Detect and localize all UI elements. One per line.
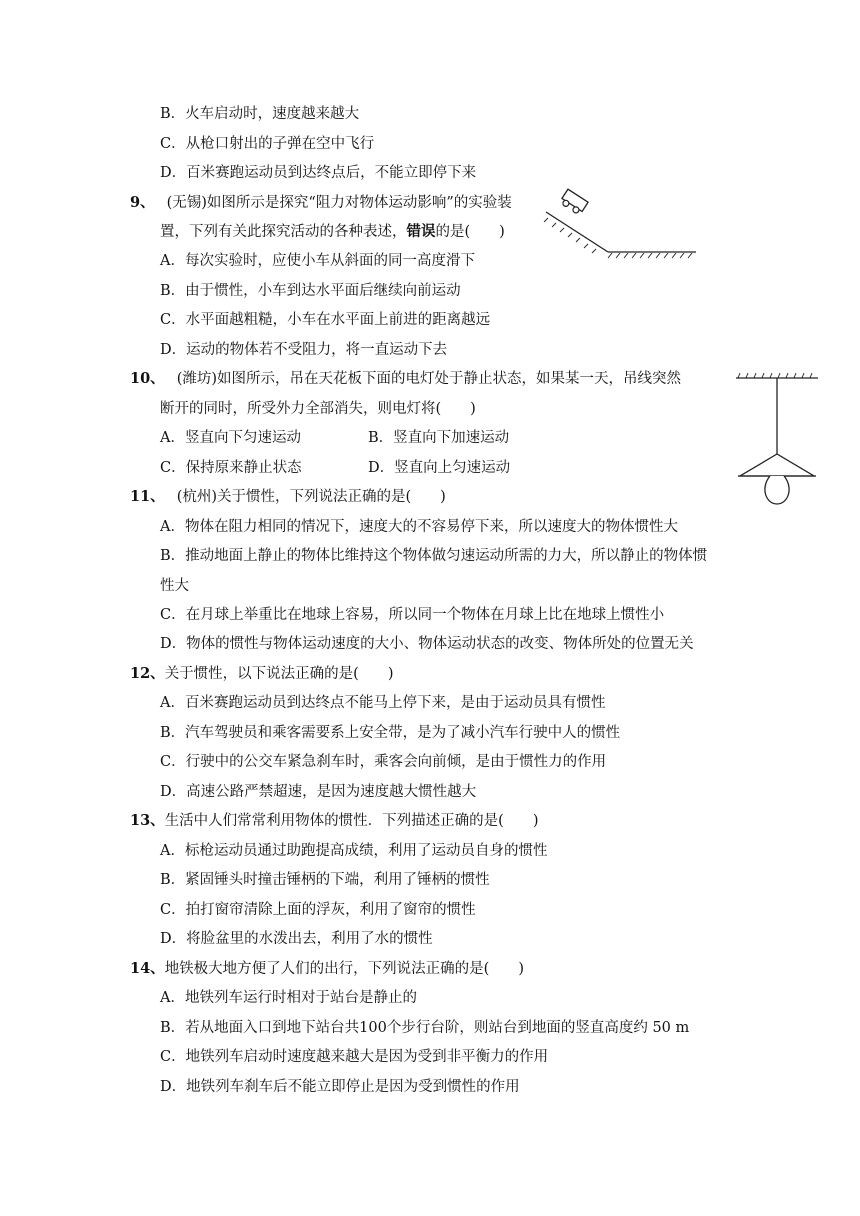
- question-number: 14、: [130, 960, 165, 977]
- question-text: 地铁极大地方便了人们的出行，下列说法正确的是( ): [164, 961, 524, 977]
- option-b: B．紧固锤头时撞击锤柄的下端，利用了锤柄的惯性: [160, 872, 490, 888]
- question-text: 的是( ): [435, 224, 505, 240]
- option-c: C．行驶中的公交车紧急刹车时，乘客会向前倾，是由于惯性力的作用: [160, 754, 607, 770]
- option-a: A．物体在阻力相同的情况下，速度大的不容易停下来，所以速度大的物体惯性大: [160, 519, 678, 535]
- question-number: 9、: [130, 194, 155, 211]
- option-c: C．保持原来静止状态: [160, 460, 302, 476]
- question-text: (杭州)关于惯性，下列说法正确的是( ): [176, 489, 446, 505]
- question-13: [130, 811, 539, 831]
- option-a: A．标枪运动员通过助跑提高成绩，利用了运动员自身的惯性: [160, 843, 548, 859]
- option-a: A．地铁列车运行时相对于站台是静止的: [160, 990, 417, 1006]
- question-9-line2: [160, 222, 505, 242]
- option-d: D．地铁列车刹车后不能立即停止是因为受到惯性的作用: [160, 1079, 520, 1095]
- option-d: D．百米赛跑运动员到达终点后，不能立即停下来: [160, 165, 477, 181]
- question-number: 13、: [130, 812, 165, 829]
- option-c: C．从枪口射出的子弹在空中飞行: [160, 136, 375, 152]
- option-d: D．竖直向上匀速运动: [368, 460, 511, 476]
- question-11: [130, 487, 446, 507]
- option-d: D．高速公路严禁超速，是因为速度越大惯性越大: [160, 784, 477, 800]
- question-number: 12、: [130, 665, 165, 682]
- question-text: 置，下列有关此探究活动的各种表述，: [160, 224, 407, 240]
- hanging-lamp-figure: [732, 372, 822, 512]
- option-c: C．在月球上举重比在地球上容易，所以同一个物体在月球上比在地球上惯性小: [160, 607, 665, 623]
- option-a: A．竖直向下匀速运动: [160, 430, 301, 446]
- question-10-line2: 断开的同时，所受外力全部消失，则电灯将( ): [160, 401, 476, 417]
- question-10: [130, 369, 681, 389]
- question-text: (无锡)如图所示是探究“阻力对物体运动影响”的实验装: [166, 195, 512, 211]
- option-b: B．火车启动时，速度越来越大: [160, 106, 360, 122]
- question-number: 10、: [130, 370, 165, 387]
- question-text: (潍坊)如图所示，吊在天花板下面的电灯处于静止状态，如果某一天，吊线突然: [176, 371, 681, 387]
- option-b: B．竖直向下加速运动: [368, 430, 510, 446]
- option-d: D．物体的惯性与物体运动速度的大小、物体运动状态的改变、物体所处的位置无关: [160, 636, 694, 652]
- option-c: C．水平面越粗糙，小车在水平面上前进的距离越远: [160, 312, 491, 328]
- question-9: [130, 193, 512, 213]
- option-b: B．推动地面上静止的物体比维持这个物体做匀速运动所需的力大，所以静止的物体惯: [160, 548, 708, 564]
- option-a: A．百米赛跑运动员到达终点不能马上停下来，是由于运动员具有惯性: [160, 695, 606, 711]
- option-c: C．拍打窗帘清除上面的浮灰，利用了窗帘的惯性: [160, 902, 476, 918]
- question-14: [130, 959, 524, 979]
- option-c: C．地铁列车启动时速度越来越大是因为受到非平衡力的作用: [160, 1049, 549, 1065]
- option-d: D．运动的物体若不受阻力，将一直运动下去: [160, 342, 448, 358]
- question-12: [130, 664, 394, 684]
- option-b: B．由于惯性，小车到达水平面后继续向前运动: [160, 283, 461, 299]
- incline-figure: [540, 188, 700, 260]
- option-b: B．若从地面入口到地下站台共100个步行台阶，则站台到地面的竖直高度约 50 m: [160, 1020, 690, 1036]
- question-number: 11、: [130, 488, 165, 505]
- question-text: 生活中人们常常利用物体的惯性．下列描述正确的是( ): [164, 813, 539, 829]
- option-b-cont: 性大: [160, 578, 189, 594]
- option-d: D．将脸盆里的水泼出去，利用了水的惯性: [160, 931, 433, 947]
- cart-icon: [559, 189, 588, 215]
- question-text: 关于惯性，以下说法正确的是( ): [164, 666, 394, 682]
- emphasis-text: 错误: [406, 223, 436, 240]
- option-a: A．每次实验时，应使小车从斜面的同一高度滑下: [160, 253, 475, 269]
- option-b: B．汽车驾驶员和乘客需要系上安全带，是为了减小汽车行驶中人的惯性: [160, 725, 621, 741]
